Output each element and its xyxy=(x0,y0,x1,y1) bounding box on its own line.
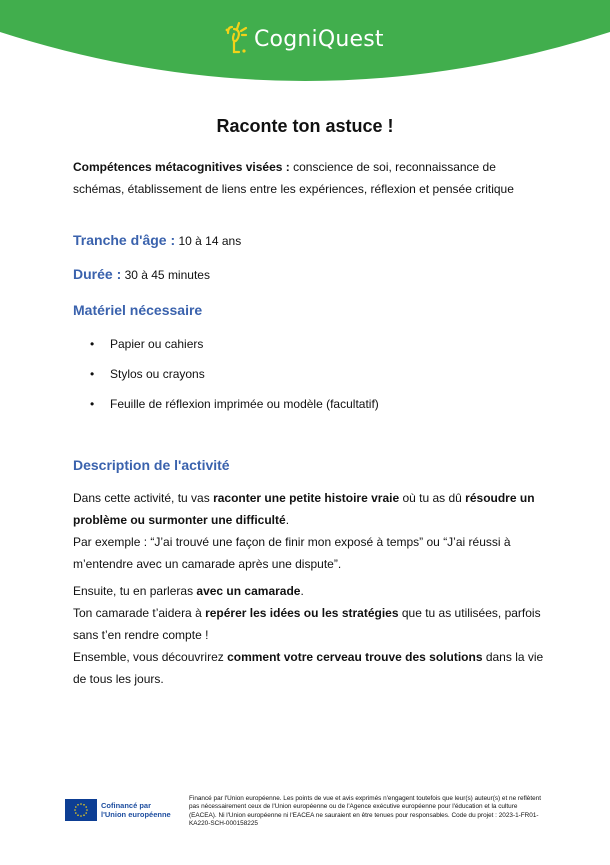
eu-flag-icon xyxy=(65,799,97,821)
eu-star xyxy=(77,814,79,816)
eu-star xyxy=(80,803,82,805)
list-item-text: Feuille de réflexion imprimée ou modèle (facultatif) xyxy=(110,397,379,411)
text: où tu as dû xyxy=(399,491,466,505)
list-item xyxy=(90,364,379,394)
funding-disclaimer: Financé par l'Union européenne. Les points de vue et avis exprimés n'engagent toutefois que leur(s) auteur(s) et ne reflètent pas nécessairement ceux de l'Union européenne ou de l'Agence exécutive européenne pour l'éducation et la culture (EACEA). Ni l'Union européenne ni l'EACEA ne sauraient en être tenues pour responsables. Code du projet : 2023-1-FR01-KA220-SCH-000158225 xyxy=(189,795,542,828)
logo xyxy=(222,20,384,58)
description-paragraph-1 xyxy=(73,487,548,575)
eu-cofunded-label xyxy=(101,801,171,819)
description-heading: Description de l'activité xyxy=(73,457,230,473)
bold-text: avec un camarade xyxy=(196,584,301,598)
eu-star xyxy=(85,806,87,808)
page-title: Raconte ton astuce ! xyxy=(216,116,394,136)
skills-paragraph xyxy=(73,156,543,200)
eu-star xyxy=(80,815,82,817)
duration xyxy=(73,266,210,282)
eu-star xyxy=(77,804,79,806)
list-item xyxy=(90,394,379,424)
lightbulb-person-icon xyxy=(222,21,252,57)
brand-name: CogniQuest xyxy=(254,26,384,52)
example-text: Par exemple : “J’ai trouvé une façon de finir mon exposé à temps” ou “J’ai réussi à m’entendre avec un camarade après une dispute”. xyxy=(73,535,511,571)
eu-line-2: l'Union européenne xyxy=(101,810,171,819)
eu-star xyxy=(86,809,88,811)
text: Ensemble, vous découvrirez xyxy=(73,650,228,664)
eu-star xyxy=(74,809,76,811)
text: . xyxy=(300,584,304,598)
list-item xyxy=(90,334,379,364)
duration-value: 30 à 45 minutes xyxy=(121,268,210,282)
text: que tu as utilisées, parfois sans t’en rendre compte ! xyxy=(73,606,541,642)
bullet-icon: • xyxy=(90,367,95,381)
text: dans la vie de tous les jours. xyxy=(73,650,544,686)
materials-heading: Matériel nécessaire xyxy=(73,302,203,318)
eu-star xyxy=(83,814,85,816)
skills-value: conscience de soi, reconnaissance de schémas, établissement de liens entre les expériences, réflexion et pensée critique xyxy=(73,160,514,196)
text: Ton camarade t’aidera à xyxy=(73,606,206,620)
eu-star xyxy=(75,806,77,808)
eu-star xyxy=(83,804,85,806)
materials-list xyxy=(90,334,379,424)
age-range xyxy=(73,232,241,248)
text: . xyxy=(285,513,290,527)
bullet-icon: • xyxy=(90,337,95,351)
eu-star xyxy=(85,812,87,814)
duration-label: Durée : xyxy=(73,266,122,282)
bullet-icon: • xyxy=(90,397,95,411)
text: Ensuite, tu en parleras xyxy=(73,584,197,598)
list-item-text: Stylos ou crayons xyxy=(110,367,205,381)
bold-text: repérer les idées ou les stratégies xyxy=(205,606,399,620)
list-item-text: Papier ou cahiers xyxy=(110,337,204,351)
bold-text: comment votre cerveau trouve des solutions xyxy=(227,650,483,664)
age-value: 10 à 14 ans xyxy=(175,234,242,248)
age-label: Tranche d'âge : xyxy=(73,232,176,248)
skills-label: Compétences métacognitives visées : xyxy=(73,160,290,174)
description-paragraph-2 xyxy=(73,580,548,690)
text: Dans cette activité, tu vas xyxy=(73,491,214,505)
eu-star xyxy=(75,812,77,814)
bold-text: résoudre un problème ou surmonter une difficulté xyxy=(73,491,535,527)
bold-text: raconter une petite histoire vraie xyxy=(213,491,400,505)
eu-line-1: Cofinancé par xyxy=(101,801,152,810)
